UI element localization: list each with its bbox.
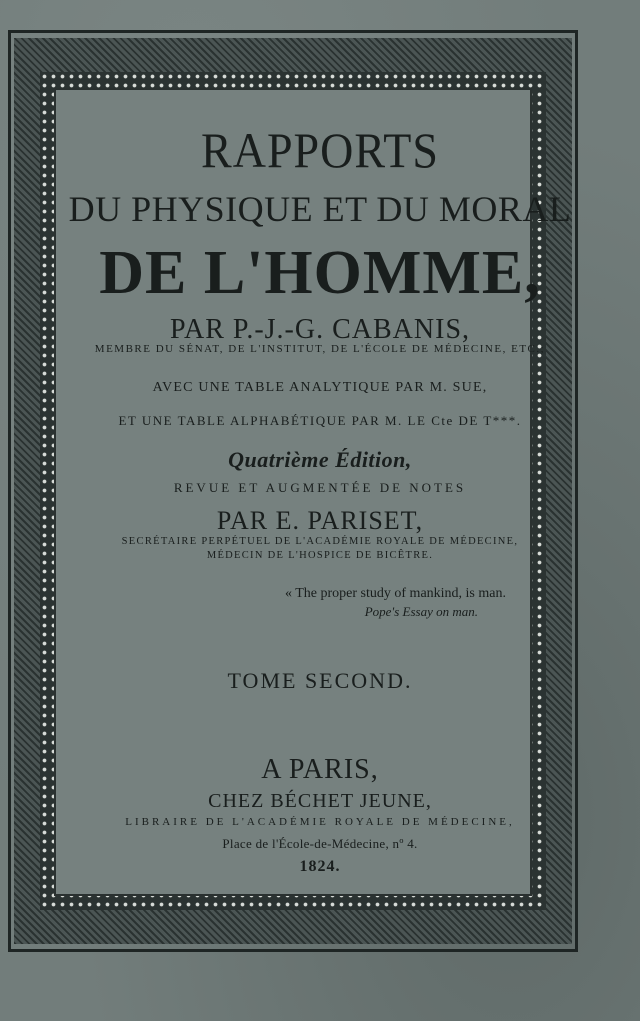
alphabetic-table-note: ET UNE TABLE ALPHABÉTIQUE PAR M. LE Cte DE T***. xyxy=(118,413,522,428)
imprint-year: 1824. xyxy=(299,858,341,875)
title-line-rapports: RAPPORTS xyxy=(201,122,439,179)
epigraph-attribution: Pope's Essay on man. xyxy=(364,604,478,619)
imprint-address: Place de l'École-de-Médecine, nº 4. xyxy=(222,836,418,851)
imprint-city: A PARIS, xyxy=(261,754,379,785)
author-name: PAR P.-J.-G. CABANIS, xyxy=(169,314,471,345)
epigraph-quote: « The proper study of mankind, is man. xyxy=(285,586,506,601)
analytic-table-note: AVEC UNE TABLE ANALYTIQUE PAR M. SUE, xyxy=(152,380,488,395)
title-line-homme: DE L'HOMME, xyxy=(99,239,541,307)
volume-label: TOME SECOND. xyxy=(227,668,413,693)
imprint-publisher: CHEZ BÉCHET JEUNE, xyxy=(208,790,432,812)
imprint-publisher-title: LIBRAIRE DE L'ACADÉMIE ROYALE DE MÉDECINE, xyxy=(125,816,515,828)
editor-name: PAR E. PARISET, xyxy=(216,506,424,535)
title-line-physique-moral: DU PHYSIQUE ET DU MORAL xyxy=(68,189,572,229)
author-titles: MEMBRE DU SÉNAT, DE L'INSTITUT, DE L'ÉCOLE DE MÉDECINE, ETC.; xyxy=(94,343,546,355)
editor-title-secretary: SECRÉTAIRE PERPÉTUEL DE L'ACADÉMIE ROYALE DE MÉDECINE, xyxy=(121,536,519,547)
revision-statement: REVUE ET AUGMENTÉE DE NOTES xyxy=(173,480,467,495)
edition-statement: Quatrième Édition, xyxy=(228,447,412,472)
editor-title-physician: MÉDECIN DE L'HOSPICE DE BICÊTRE. xyxy=(206,550,434,561)
